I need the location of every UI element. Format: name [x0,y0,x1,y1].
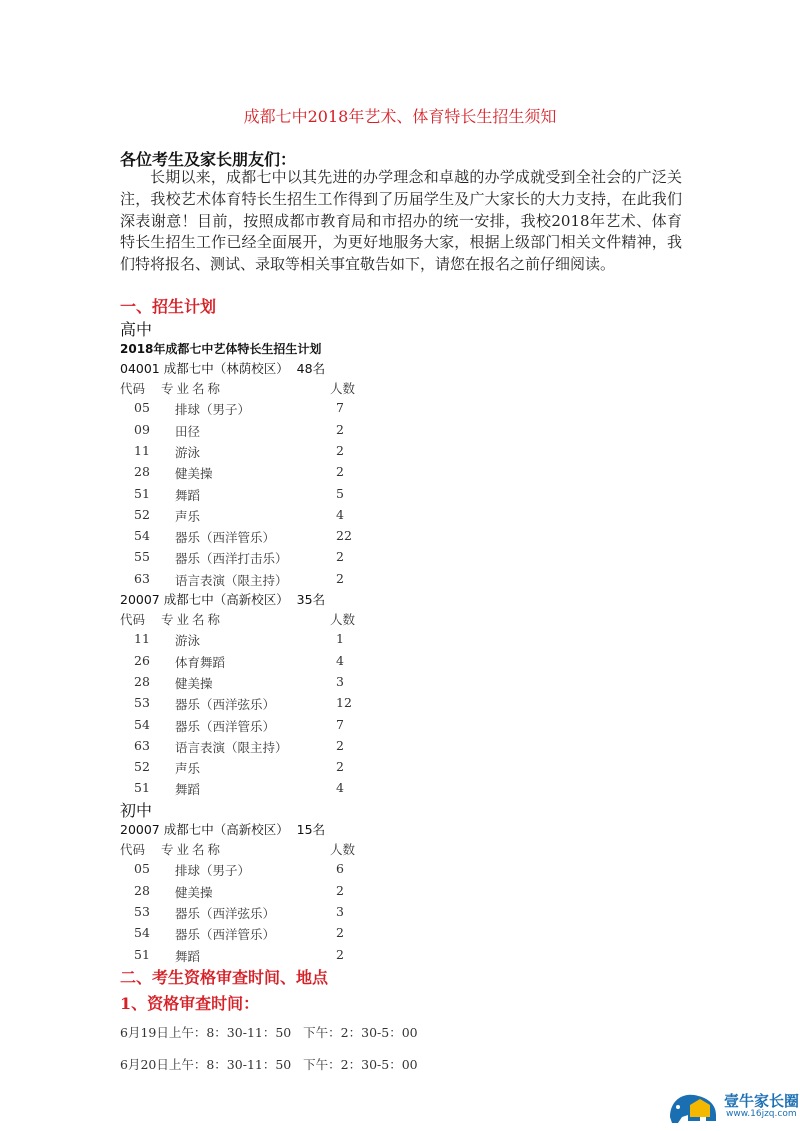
cell-name: 器乐（西洋弦乐） [175,905,276,921]
cell-code: 63 [134,737,150,753]
elephant-logo-icon [666,1087,722,1127]
table-header [120,840,380,861]
cell-count: 5 [336,485,344,501]
col-name-header: 专业名称 [161,612,224,627]
cell-code: 51 [134,946,150,962]
cell-code: 05 [134,400,150,416]
cell-name: 舞蹈 [175,782,201,798]
cell-name: 器乐（西洋管乐） [175,718,276,734]
table-row [120,925,380,946]
cell-count: 2 [336,464,344,480]
table-row [120,759,380,780]
cell-code: 63 [134,570,150,586]
cell-name: 舞蹈 [175,948,201,964]
cell-code: 52 [134,759,150,775]
cell-name: 语言表演（限主持） [175,572,288,588]
cell-code: 28 [134,673,150,689]
table-row [120,571,380,592]
campus-heading-gaoxin-middle: 20007 成都七中（高新校区） 15名 [120,822,326,837]
cell-code: 51 [134,485,150,501]
watermark-logo [666,1087,800,1127]
cell-count: 2 [336,946,344,962]
table-row [120,549,380,570]
cell-count: 2 [336,882,344,898]
table-row [120,400,380,421]
cell-count: 4 [336,780,344,796]
table-row [120,904,380,925]
table-header [120,379,380,400]
cell-count: 2 [336,737,344,753]
cell-code: 54 [134,716,150,732]
cell-code: 54 [134,925,150,941]
col-code-header: 代码 [120,612,146,627]
document-title: 成都七中2018年艺术、体育特长生招生须知 [243,107,557,126]
cell-name: 排球（男子） [175,863,251,879]
table-row [120,528,380,549]
cell-code: 28 [134,882,150,898]
table-row [120,738,380,759]
table-row [120,507,380,528]
cell-code: 11 [134,442,150,458]
cell-count: 12 [336,695,352,711]
table-row [120,717,380,738]
cell-count: 6 [336,861,344,877]
table-row [120,695,380,716]
watermark-name: 壹牛家长圈 [724,1092,800,1110]
cell-count: 2 [336,549,344,565]
middle-school-label: 初中 [120,801,153,820]
cell-count: 4 [336,652,344,668]
plan-title: 2018年成都七中艺体特长生招生计划 [120,342,322,356]
col-count-header: 人数 [330,612,356,627]
cell-code: 26 [134,652,150,668]
table-row [120,486,380,507]
intro-paragraph: 长期以来，成都七中以其先进的办学理念和卓越的办学成就受到全社会的广泛关注，我校艺术体育特长生招生工作得到了历届学生及广大家长的大力支持，在此我们深表谢意！目前，按照成都市教育局和市招办的统一安排，我校2018年艺术、体育特长生招生工作已经全面展开，为更好地服务大家，根据上级部门相关文件精神，我们特将报名、测试、录取等相关事宜敬告如下，请您在报名之前仔细阅读。 [120,168,682,274]
cell-count: 2 [336,421,344,437]
table-row [120,883,380,904]
cell-name: 语言表演（限主持） [175,739,288,755]
cell-code: 52 [134,506,150,522]
table-header [120,610,380,631]
cell-count: 1 [336,631,344,647]
cell-name: 健美操 [175,466,213,482]
cell-name: 器乐（西洋管乐） [175,927,276,943]
table-row [120,653,380,674]
cell-code: 05 [134,861,150,877]
cell-count: 2 [336,570,344,586]
cell-code: 53 [134,903,150,919]
cell-code: 28 [134,464,150,480]
watermark-url: www.16jzq.com [726,1109,797,1119]
high-school-label: 高中 [120,320,153,339]
table-row [120,443,380,464]
cell-code: 53 [134,695,150,711]
cell-count: 22 [336,528,352,544]
col-code-header: 代码 [120,842,146,857]
qualification-time-heading: 1、资格审查时间： [120,994,260,1013]
campus-heading-gaoxin: 20007 成都七中（高新校区） 35名 [120,592,326,607]
section-qualification-heading: 二、考生资格审查时间、地点 [120,968,329,987]
cell-code: 11 [134,631,150,647]
cell-code: 55 [134,549,150,565]
cell-name: 游泳 [175,633,201,649]
cell-name: 声乐 [175,761,201,777]
table-row [120,674,380,695]
cell-name: 器乐（西洋管乐） [175,530,276,546]
table-row [120,464,380,485]
cell-count: 2 [336,442,344,458]
table-row [120,631,380,652]
cell-code: 54 [134,528,150,544]
campus-heading-linyin: 04001 成都七中（林荫校区） 48名 [120,361,326,376]
cell-name: 健美操 [175,675,213,691]
cell-count: 4 [336,506,344,522]
cell-name: 田径 [175,423,201,439]
cell-count: 2 [336,925,344,941]
greeting: 各位考生及家长朋友们： [120,150,297,169]
cell-count: 7 [336,716,344,732]
schedule-line-0: 6月19日上午：8：30-11：50 下午：2：30-5：00 [120,1025,418,1040]
schedule-line-1: 6月20日上午：8：30-11：50 下午：2：30-5：00 [120,1057,418,1072]
table-row [120,422,380,443]
col-name-header: 专业名称 [161,842,224,857]
col-code-header: 代码 [120,381,146,396]
cell-count: 7 [336,400,344,416]
cell-count: 3 [336,903,344,919]
table-row [120,861,380,882]
cell-name: 游泳 [175,444,201,460]
table-row [120,780,380,801]
cell-code: 09 [134,421,150,437]
cell-name: 器乐（西洋弦乐） [175,697,276,713]
section-enrollment-plan-heading: 一、招生计划 [120,297,217,316]
cell-name: 体育舞蹈 [175,654,226,670]
cell-code: 51 [134,780,150,796]
col-name-header: 专业名称 [161,381,224,396]
cell-count: 3 [336,673,344,689]
cell-name: 健美操 [175,884,213,900]
col-count-header: 人数 [330,381,356,396]
cell-name: 舞蹈 [175,487,201,503]
col-count-header: 人数 [330,842,356,857]
cell-name: 器乐（西洋打击乐） [175,551,288,567]
cell-name: 排球（男子） [175,402,251,418]
cell-name: 声乐 [175,508,201,524]
cell-count: 2 [336,759,344,775]
